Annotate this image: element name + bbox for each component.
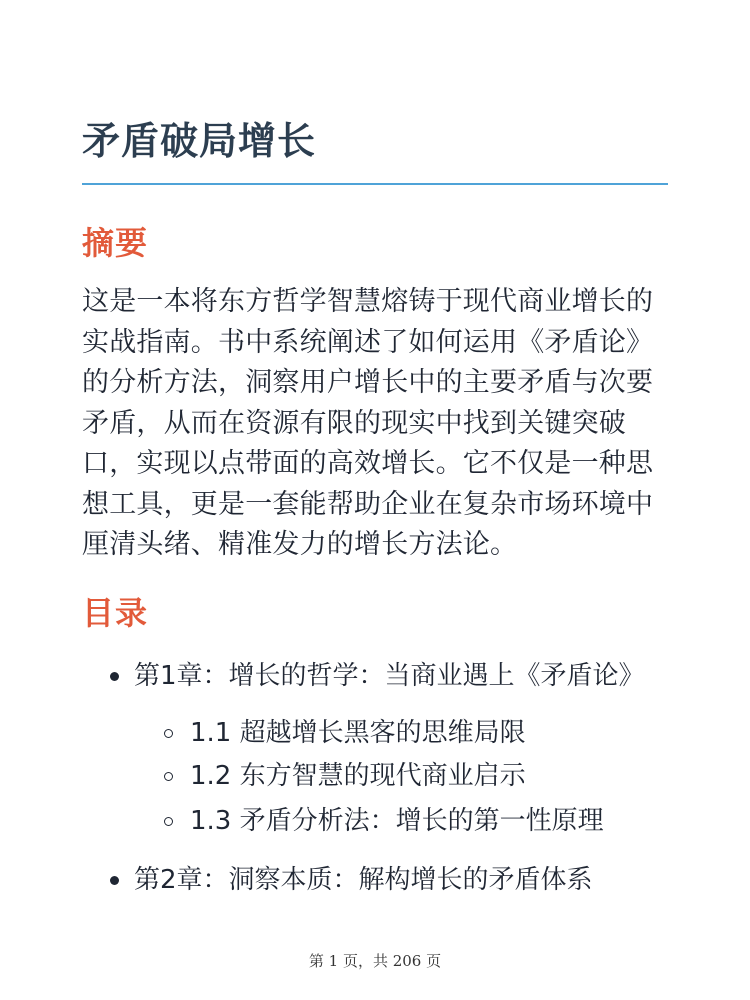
page-number: 第 1 页，共 206 页	[308, 952, 442, 970]
abstract-body: 这是一本将东方哲学智慧熔铸于现代商业增长的实战指南。书中系统阐述了如何运用《矛盾论》的分析方法，洞察用户增长中的主要矛盾与次要矛盾，从而在资源有限的现实中找到关键突破口，实现以点带面的高效增长。它不仅是一种思想工具，更是一套能帮助企业在复杂市场环境中厘清头绪、精准发力的增长方法论。	[82, 286, 654, 560]
toc-section-label[interactable]: 1.2 东方智慧的现代商业启示	[190, 761, 526, 791]
toc-section-label[interactable]: 1.3 矛盾分析法：增长的第一性原理	[190, 806, 604, 836]
toc-heading: 目录	[82, 594, 149, 632]
bullet-circle-icon	[164, 817, 173, 826]
toc-chapter-label[interactable]: 第1章：增长的哲学：当商业遇上《矛盾论》	[134, 661, 645, 691]
toc-section-label[interactable]: 1.1 超越增长黑客的思维局限	[190, 718, 526, 748]
bullet-circle-icon	[164, 729, 173, 738]
document-title: 矛盾破局增长	[82, 119, 317, 163]
abstract-heading: 摘要	[82, 224, 149, 262]
bullet-disc-icon	[110, 876, 119, 885]
toc-chapter-label[interactable]: 第2章：洞察本质：解构增长的矛盾体系	[134, 865, 593, 895]
bullet-circle-icon	[164, 772, 173, 781]
bullet-disc-icon	[110, 672, 119, 681]
